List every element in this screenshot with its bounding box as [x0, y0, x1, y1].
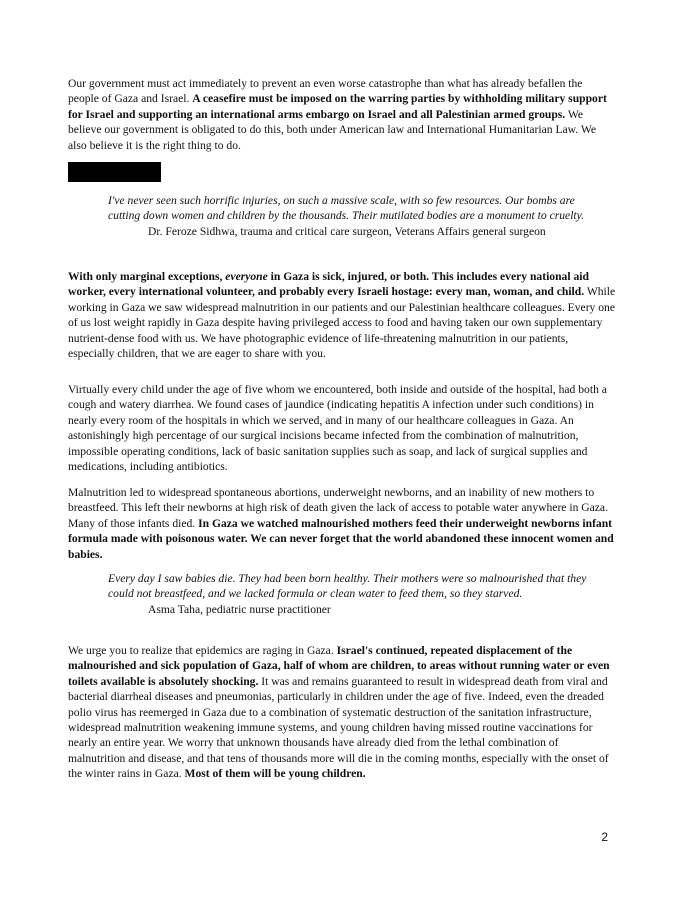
paragraph-ceasefire: [68, 76, 616, 153]
p2-bold-a: With only marginal exceptions,: [68, 270, 226, 283]
paragraph-epidemics: [68, 643, 616, 782]
quote-sidhwa-attribution: Dr. Feroze Sidhwa, trauma and critical care surgeon, Veterans Affairs general surgeon: [148, 224, 546, 238]
p5-bold-d: Most of them will be young children.: [184, 767, 366, 781]
p1-text-c: We believe our government is obligated to do this, both under American law and International Humanitarian Law. We also believe it is the right thing to do.: [68, 107, 597, 152]
page-number: 2: [601, 830, 608, 844]
quote-taha-text: Every day I saw babies die. They had been born healthy. Their mothers were so malnourished that they could not breastfeed, and we lacked formula or clean water to feed them, so they starved.: [108, 572, 587, 601]
p5-text-a: We urge you to realize that epidemics are raging in Gaza.: [68, 644, 337, 657]
quote-taha: [108, 571, 608, 617]
p5-text-c: It was and remains guaranteed to result in widespread death from viral and bacterial diarrheal diseases and pneumonias, particularly in children under the age of five. Indeed, even the dreaded polio virus has reemerged in Gaza due to a combination of systematic destruction of the sanitation infrastructure, widespread malnutrition weakening immune systems, and young children having missed routine vaccinations for nearly an entire year. We worry that unknown thousands have already died from the lethal combination of malnutrition and disease, and that tens of thousands more will die in the coming months, especially with the onset of the winter rains in Gaza.: [68, 674, 609, 781]
p3-text: Virtually every child under the age of five whom we encountered, both inside and outside of the hospital, had both a cough and watery diarrhea. We found cases of jaundice (indicating hepatitis A infection under such conditions) in nearly every room of the hospitals in which we served, and in many of our healthcare colleagues in Gaza. An astonishingly high percentage of our surgical incisions became infected from the combination of malnutrition, impossible operating conditions, lack of basic sanitation supplies such as soap, and lack of surgical supplies and medications, including antibiotics.: [68, 383, 607, 474]
paragraph-children-illness: [68, 382, 616, 474]
paragraph-everyone-sick: [68, 269, 616, 361]
quote-sidhwa: [108, 193, 608, 239]
p2-text-d: While working in Gaza we saw widespread malnutrition in our patients and our Palestinian healthcare colleagues. Every one of us lost weight rapidly in Gaza despite having privileged access to food and having taken our own supplementary nutrient-dense food with us. We have photographic evidence of life-threatening malnutrition in our patients, especially children, that we are eager to share with you.: [68, 285, 616, 361]
p2-bold-italic-everyone: everyone: [225, 270, 268, 283]
paragraph-malnutrition: [68, 485, 616, 562]
p1-text-a: Our government must act immediately to prevent an even worse catastrophe than what has already befallen the people of Gaza and Israel.: [68, 77, 583, 106]
p5-bold-b: Israel's continued, repeated displacement of the malnourished and sick population of Gaza, half of whom are children, to areas without running water or even toilets available is absolutely shocking.: [68, 644, 610, 688]
quote-taha-attribution: Asma Taha, pediatric nurse practitioner: [148, 602, 331, 616]
p4-text-a: Malnutrition led to widespread spontaneous abortions, underweight newborns, and an inability of new mothers to breastfeed. This left their newborns at high risk of death given the lack of access to potable water anywhere in Gaza. Many of those infants died.: [68, 486, 608, 530]
p2-bold-c: in Gaza is sick, injured, or both. This includes every national aid worker, every international volunteer, and probably every Israeli hostage: every man, woman, and child.: [68, 270, 589, 299]
quote-sidhwa-text: I've never seen such horrific injuries, on such a massive scale, with so few resources. Our bombs are cutting down women and children by the thousands. Their mutilated bodies are a monument to cruelty.: [108, 194, 585, 223]
redaction-block: [68, 162, 161, 182]
p1-bold-ceasefire: A ceasefire must be imposed on the warring parties by withholding military support for Israel and supporting an international arms embargo on Israel and all Palestinian armed groups.: [68, 92, 607, 121]
p4-bold-b: In Gaza we watched malnourished mothers feed their underweight newborns infant formula made with poisonous water. We can never forget that the world abandoned these innocent women and babies.: [68, 516, 614, 561]
